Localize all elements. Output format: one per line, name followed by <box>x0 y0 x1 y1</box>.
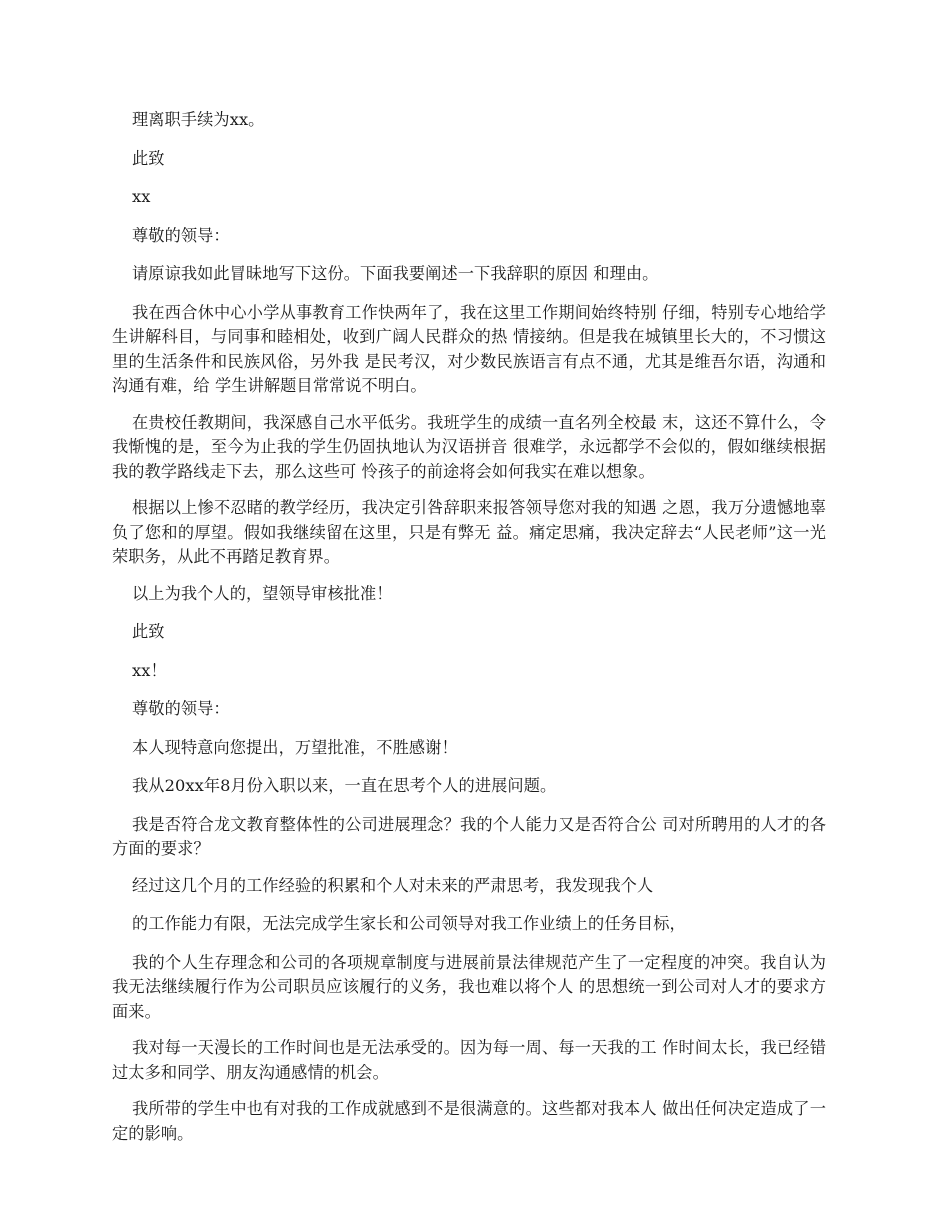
paragraph: 以上为我个人的，望领导审核批准！ <box>132 583 393 603</box>
paragraph: xx <box>132 187 151 206</box>
paragraph: 此致 <box>132 622 165 641</box>
paragraph: xx！ <box>132 660 167 680</box>
paragraph: 我所带的学生中也有对我的工作成就感到不是很满意的。这些都对我本人 做出任何决定造成了一定的影响。 <box>112 1099 826 1143</box>
paragraph: 尊敬的领导： <box>132 699 230 718</box>
paragraph: 尊敬的领导： <box>132 225 230 245</box>
paragraph: 经过这几个月的工作经验的积累和个人对未来的严肃思考，我发现我个人 <box>132 875 654 895</box>
document-body <box>112 108 826 1158</box>
paragraph: 理离职手续为xx。 <box>132 110 265 129</box>
paragraph: 根据以上惨不忍睹的教学经历，我决定引咎辞职来报答领导您对我的知遇 之恩，我万分遗憾地辜负了您和的厚望。假如我继续留在这里，只是有弊无 益。痛定思痛，我决定辞去“人民老师”这一光荣职务，从此不再踏足教育界。 <box>112 498 826 566</box>
paragraph: 的工作能力有限，无法完成学生家长和公司领导对我工作业绩上的任务目标， <box>132 914 686 933</box>
paragraph: 此致 <box>132 148 165 168</box>
paragraph: 在贵校任教期间，我深感自己水平低劣。我班学生的成绩一直名列全校最 末，这还不算什么，令我惭愧的是，至今为止我的学生仍固执地认为汉语拼音 很难学，永远都学不会似的，假如继续根据我的教学路线走下去，那么这些可 怜孩子的前途将会如何我实在难以想象。 <box>112 412 826 481</box>
paragraph: 我在西合休中心小学从事教育工作快两年了，我在这里工作期间始终特别 仔细，特别专心地给学生讲解科目，与同事和睦相处，收到广阔人民群众的热 情接纳。但是我在城镇里长大的，不习惯这里的生活条件和民族风俗，另外我 是民考汉，对少数民族语言有点不通，尤其是维吾尔语，沟通和沟通有难，给 学生讲解题目常常说不明白。 <box>112 302 826 395</box>
paragraph: 我是否符合龙文教育整体性的公司进展理念？我的个人能力又是否符合公 司对所聘用的人才的各方面的要求？ <box>112 814 826 858</box>
paragraph: 我对每一天漫长的工作时间也是无法承受的。因为每一周、每一天我的工 作时间太长，我已经错过太多和同学、朋友沟通感情的机会。 <box>112 1038 826 1082</box>
paragraph: 我从20xx年8月份入职以来，一直在思考个人的进展问题。 <box>132 776 557 795</box>
paragraph: 我的个人生存理念和公司的各项规章制度与进展前景法律规范产生了一定程度的冲突。我自认为我无法继续履行作为公司职员应该履行的义务，我也难以将个人 的思想统一到公司对人才的要求方面来。 <box>112 952 826 1021</box>
paragraph: 请原谅我如此冒昧地写下这份。下面我要阐述一下我辞职的原因 和理由。 <box>132 264 659 283</box>
paragraph: 本人现特意向您提出，万望批准，不胜感谢！ <box>132 737 458 757</box>
